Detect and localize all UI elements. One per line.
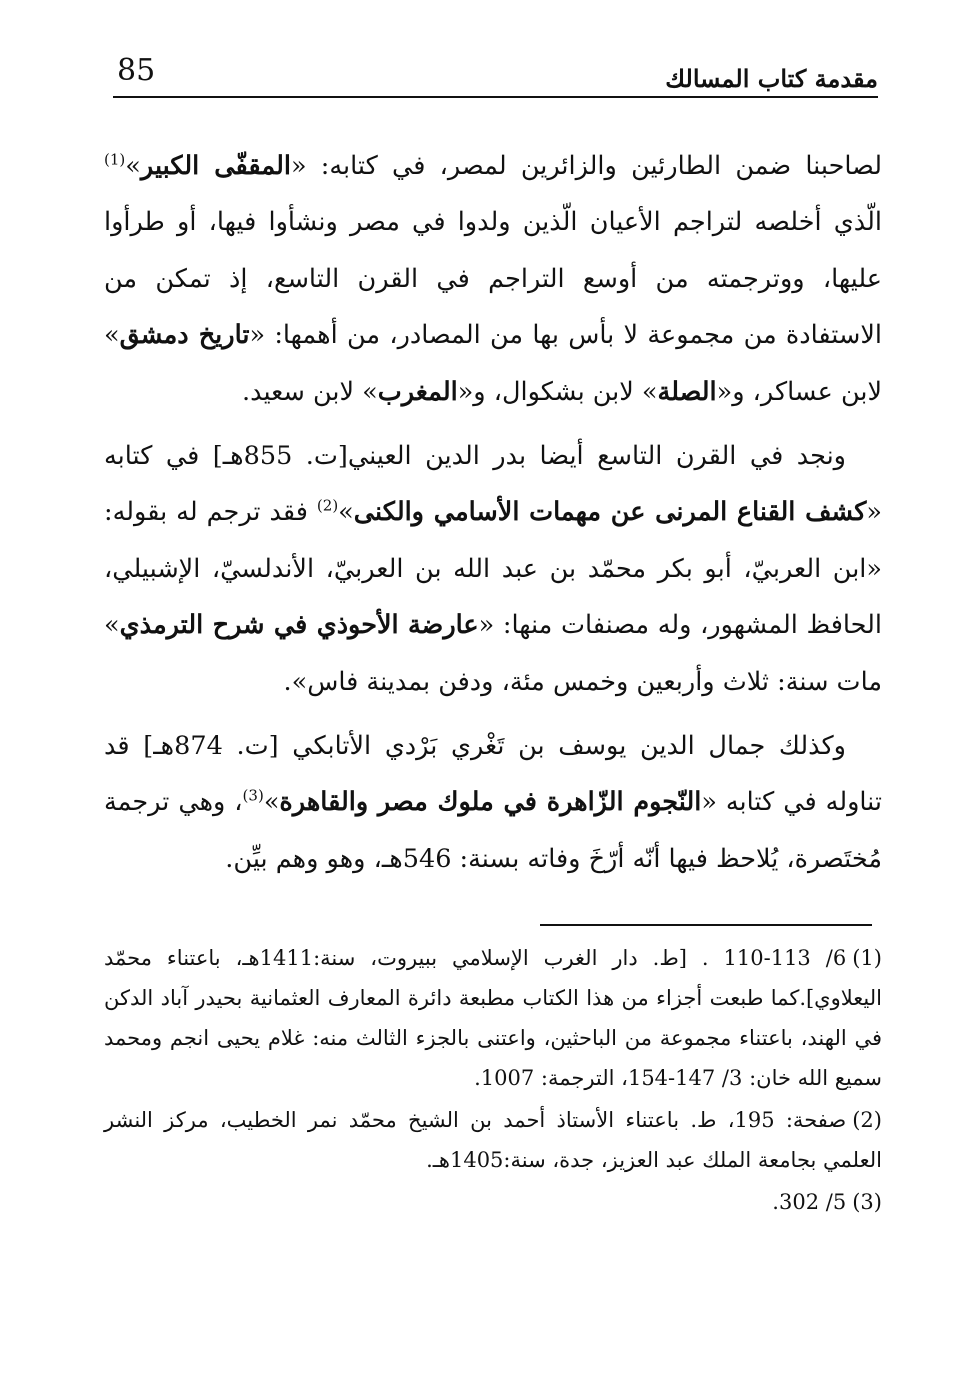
- book-title-bold: كشف القناع المرنى عن مهمات الأسامي والكنى: [353, 497, 867, 528]
- footnote-text: 5/ 302.: [772, 1190, 847, 1214]
- paragraph-3: [104, 718, 882, 887]
- book-title-bold: عارضة الأحوذي في شرح الترمذي: [119, 610, 479, 641]
- footnotes: [104, 938, 882, 1222]
- paragraph-2: [104, 428, 882, 710]
- footnote-3: [104, 1182, 882, 1222]
- book-title-bold: المغرب: [377, 376, 458, 407]
- paragraph-text: ، وهي ترجمة مُختَصرة، يُلاحظ فيها أنّه أرّخَ وفاته بسنة: 546هـ، وهو وهم بيِّن.: [104, 787, 882, 874]
- footnote-ref[interactable]: (2): [316, 496, 339, 515]
- footnote-divider: [540, 924, 872, 926]
- book-title-bold: المقفّى الكبير: [140, 151, 291, 181]
- footnote-number: (3): [852, 1190, 882, 1214]
- footnote-text: 6/ 110-113 . [ط. دار الغرب الإسلامي ببيروت، سنة:1411هـ، باعتناء محمّد اليعلاوي].كما طبعت أجزاء من هذا الكتاب مطبعة دائرة المعارف العثمانية بحيدر آباد الدكن في الهند، باعتناء مجموعة من الباحثين، واعتنى بالجزء الثالث منه: غلام يحيى انجم ومحمد سميع الله خان: 3/ 147-154، الترجمة: 1007.: [104, 946, 882, 1090]
- paragraph-text: ونجد في القرن التاسع أيضا بدر الدين العيني[ت. 855هـ] في كتابه «: [104, 441, 883, 528]
- paragraph-text: » لابن بشكوال، و«: [457, 376, 658, 407]
- footnote-number: (1): [852, 946, 882, 970]
- paragraph-text: » لابن عساكر، و«: [104, 320, 882, 407]
- running-title: مقدمة كتاب المسالك: [665, 64, 878, 93]
- footnote-2: [104, 1100, 882, 1180]
- footnote-number: (2): [852, 1108, 882, 1132]
- page-number: 85: [117, 53, 156, 88]
- footnote-ref[interactable]: (1): [104, 150, 126, 169]
- paragraph-text: فقد ترجم له بقوله: «ابن العربيّ، أبو بكر محمّد بن عبد الله بن العربيّ، الأندلسيّ، الإشبيلي، الحافظ المشهور، وله مصنفات منها: «: [104, 497, 882, 641]
- paragraph-text: وكذلك جمال الدين يوسف بن تَغْري بَرْدي الأتابكي [ت. 874هـ] قد تناوله في كتابه «: [104, 731, 882, 818]
- book-title-bold: الصلة: [657, 376, 717, 407]
- footnote-ref[interactable]: (3): [242, 786, 264, 805]
- paragraph-text: الّذي أخلصه لتراجم الأعيان الّذين ولدوا في مصر ونشأوا فيها، أو طرأوا عليها، ووترجمته من أوسع التراجم في القرن التاسع، إذ تمكن من الاستفادة من مجموعة لا بأس بها من المصادر، من أهمها: «: [104, 207, 882, 351]
- footnote-1: [104, 938, 882, 1098]
- paragraph-text: »: [263, 787, 280, 818]
- book-title-bold: تاريخ دمشق: [119, 320, 250, 351]
- body-text: [104, 138, 882, 887]
- paragraph-text: » لابن سعيد.: [242, 376, 378, 407]
- paragraph-text: »: [338, 497, 354, 528]
- paragraph-text: »: [125, 151, 141, 181]
- footnote-text: صفحة: 195، ط. باعتناء الأستاذ أحمد بن الشيخ محمّد نمر الخطيب، مركز النشر العلمي بجامعة الملك عبد العزيز، جدة، سنة:1405هـ.: [104, 1108, 882, 1172]
- page-header: [113, 48, 878, 98]
- book-title-bold: النّجوم الزّاهرة في ملوك مصر والقاهرة: [279, 787, 702, 818]
- paragraph-text: » مات سنة: ثلاث وأربعين وخمس مئة، ودفن بمدينة فاس».: [104, 610, 882, 697]
- paragraph-text: لصاحبنا ضمن الطارئين والزائرين لمصر، في كتابه: «: [290, 151, 882, 181]
- paragraph-1: [104, 138, 882, 420]
